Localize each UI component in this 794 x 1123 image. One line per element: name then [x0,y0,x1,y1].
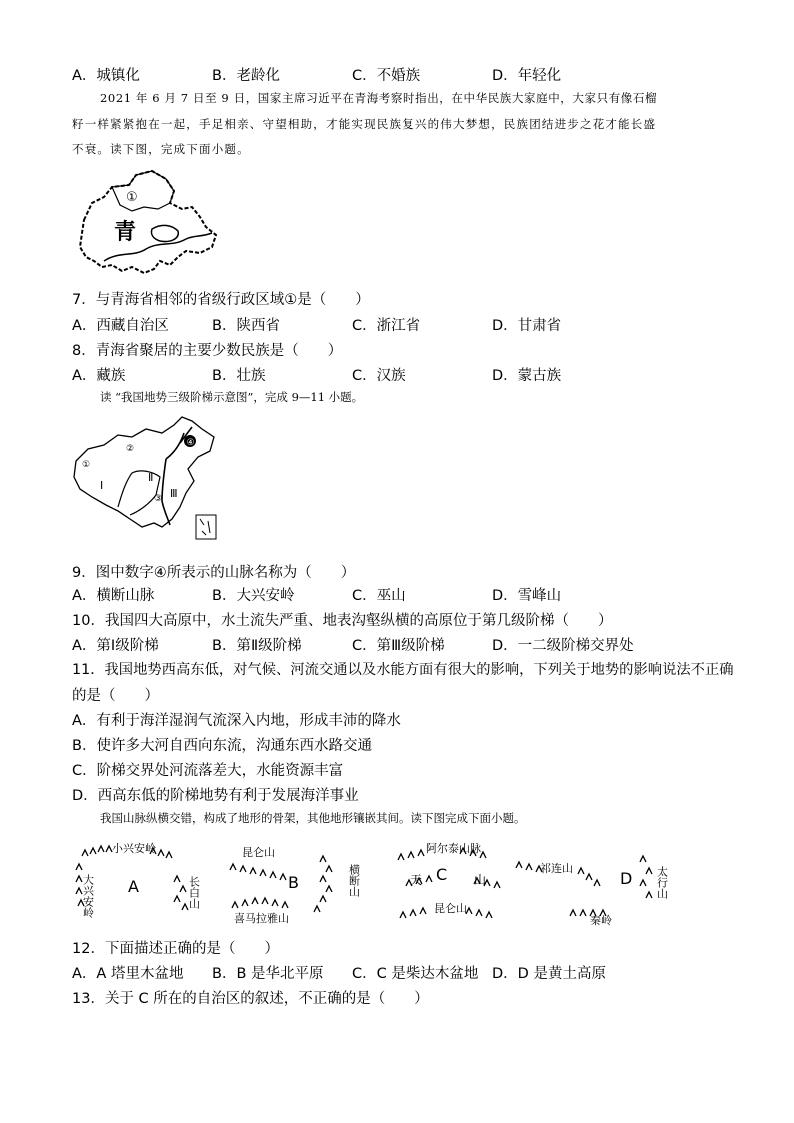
q12-option-c: C．C 是柴达木盆地 [352,966,479,982]
qinghai-label: 青 [114,220,137,245]
region-1-outline [112,171,174,211]
q10-stem: 10．我国四大高原中，水土流失严重、地表沟壑纵横的高原位于第几级阶梯（ ） [72,613,613,629]
diagram-a-right-label: 长白山 [187,876,201,909]
diagram-c-top-label: 阿尔泰山脉 [426,842,481,855]
diagram-a-letter: A [128,877,139,896]
mountain-diagrams [70,836,710,928]
step-2-boundary [162,433,184,525]
south-sea-islands [200,519,210,535]
diagram-b-top-label: 昆仑山 [242,846,275,859]
step-i-label: Ⅰ [100,479,104,492]
q6-option-c: C．不婚族 [352,68,421,84]
q9-option-d: D．雪峰山 [492,588,562,604]
q13-stem: 13．关于 C 所在的自治区的叙述，不正确的是（ ） [72,991,429,1007]
diagram-c-letter: C [436,865,448,884]
diagram-d-letter: D [620,869,633,888]
q6-option-a: A．城镇化 [72,68,140,84]
diagram-d-top-label: 祁连山 [540,862,573,875]
diagram-a-right-range [174,876,188,910]
passage-1-line-1: 2021 年 6 月 7 日至 9 日，国家主席习近平在青海考察时指出，在中华民族大家庭中，大家只有像石榴 [100,91,658,105]
diagram-b-bottom-range [232,898,288,908]
q10-option-d: D．一二级阶梯交界处 [492,638,634,654]
q7-option-c: C．浙江省 [352,318,421,334]
lake-outline [151,225,178,241]
diagram-d [516,856,669,927]
q6-option-d: D．年轻化 [492,68,562,84]
south-sea-inset [196,515,216,539]
diagram-c-middle-right-label: 山 [474,873,487,887]
china-terrain-map [70,415,222,545]
step-1-boundary [118,471,163,515]
q8-stem: 8．青海省聚居的主要少数民族是（ ） [72,343,343,359]
china-outline [74,417,214,527]
q8-option-b: B．壮族 [212,368,266,384]
q7-option-b: B．陕西省 [212,318,280,334]
diagram-b-bottom-label: 喜马拉雅山 [234,912,289,925]
diagram-c-middle-left-label: 天 [410,873,423,887]
q9-option-c: C．巫山 [352,588,406,604]
label-4: ④ [186,438,195,448]
q8-option-d: D．蒙古族 [492,368,562,384]
diagram-a-top-label: 小兴安岭 [112,842,156,855]
label-2: ② [126,444,135,454]
q11-option-d: D．西高东低的阶梯地势有利于发展海洋事业 [72,788,359,804]
q6-option-b: B．老龄化 [212,68,280,84]
q12-option-a: A．A 塔里木盆地 [72,966,184,982]
diagram-b [230,846,361,925]
intro-2: 读 “我国地势三级阶梯示意图”，完成 9—11 小题。 [100,390,364,404]
q8-option-c: C．汉族 [352,368,406,384]
step-ii-label: Ⅱ [148,471,154,484]
step-iii-label: Ⅲ [170,487,178,500]
q7-option-a: A．西藏自治区 [72,318,169,334]
passage-1-line-2: 籽一样紧紧抱在一起，手足相亲、守望相助，才能实现民族复兴的伟大梦想，民族团结进步之花才能长盛 [72,117,657,131]
q12-option-d: D．D 是黄土高原 [492,966,606,982]
q11-option-b: B．使许多大河自西向东流，沟通东西水路交通 [72,738,372,754]
q7-stem: 7．与青海省相邻的省级行政区域①是（ ） [72,292,370,308]
label-1: ① [82,460,91,470]
diagram-a [76,841,201,919]
q9-stem: 9．图中数字④所表示的山脉名称为（ ） [72,565,356,581]
diagram-c-bottom-label: 昆仑山 [434,902,467,915]
q8-option-a: A．藏族 [72,368,126,384]
q10-option-b: B．第Ⅱ级阶梯 [212,638,302,654]
q9-option-a: A．横断山脉 [72,588,155,604]
province-outline [80,171,216,273]
q10-option-a: A．第Ⅰ级阶梯 [72,638,159,654]
region-1-marker: ① [126,190,138,205]
diagram-d-right-label: 太行山 [655,866,669,899]
diagram-b-letter: B [288,873,299,892]
label-3: ③ [154,494,163,504]
diagram-d-right-range [640,856,652,898]
diagram-b-top-range [230,864,286,880]
q11-option-a: A．有利于海洋湿润气流深入内地，形成丰沛的降水 [72,713,401,729]
intro-3: 我国山脉纵横交错，构成了地形的骨架，其他地形镶嵌其间。读下图完成下面小题。 [100,811,526,825]
diagram-b-right-range [314,856,332,912]
q12-option-b: B．B 是华北平原 [212,966,324,982]
q7-option-d: D．甘肃省 [492,318,562,334]
qinghai-map [74,165,224,280]
diagram-c [398,842,500,918]
q10-option-c: C．第Ⅲ级阶梯 [352,638,445,654]
diagram-b-right-label: 横断山 [347,864,361,897]
q11-option-c: C．阶梯交界处河流落差大，水能资源丰富 [72,763,344,779]
passage-1-line-3: 不衰。读下图，完成下面小题。 [72,142,250,156]
diagram-a-left-label: 大兴安岭 [81,874,95,918]
q12-stem: 12．下面描述正确的是（ ） [72,941,279,957]
diagram-d-bottom-label: 秦岭 [590,914,612,927]
q11-stem-line-1: 11．我国地势西高东低，对气候、河流交通以及水能方面有很大的影响，下列关于地势的影响说法不正确 [72,662,734,678]
q11-stem-line-2: 的是（ ） [72,688,159,704]
q9-option-b: B．大兴安岭 [212,588,295,604]
